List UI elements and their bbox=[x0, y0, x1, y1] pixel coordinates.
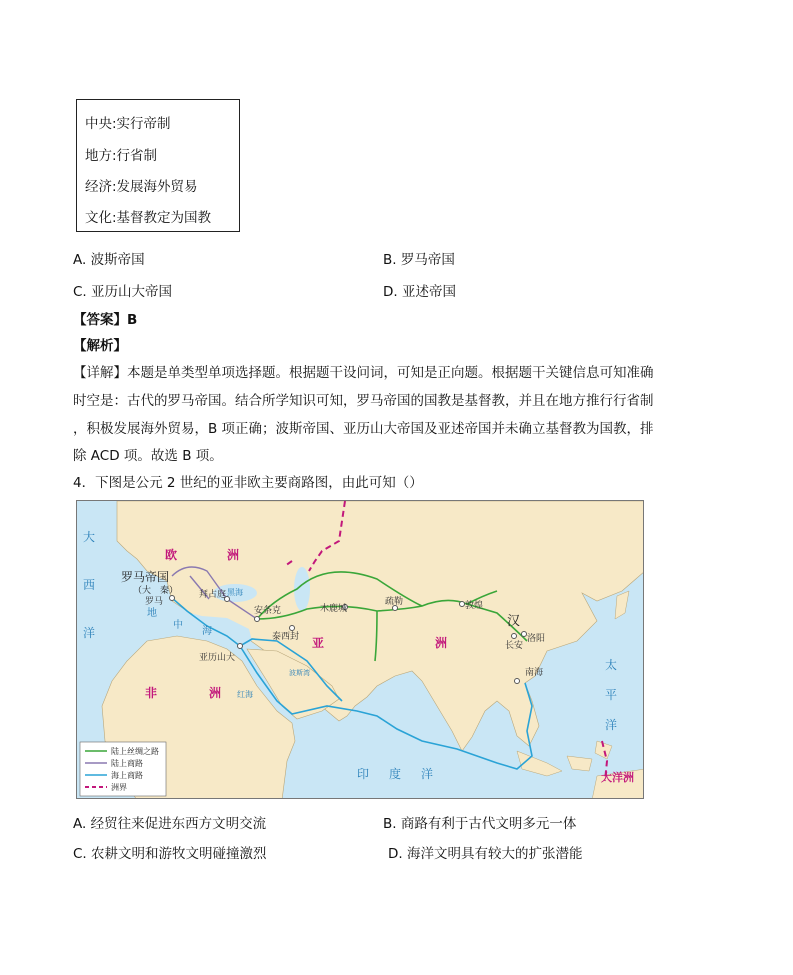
label-daqin: （大 秦） bbox=[133, 586, 179, 596]
label-yang-p: 洋 bbox=[605, 718, 618, 732]
detail-line-3: ，积极发展海外贸易，B 项正确；波斯帝国、亚历山大帝国及亚述帝国并未确立基督教为国教，排 bbox=[73, 421, 654, 437]
label-zhou-af: 洲 bbox=[209, 686, 222, 700]
q4-option-b[interactable]: B. 商路有利于古代文明多元一体 bbox=[383, 816, 577, 832]
city-dot-dunhuang bbox=[460, 602, 465, 607]
city-dot-rome bbox=[170, 596, 175, 601]
legend-land: 陆上商路 bbox=[111, 759, 143, 768]
label-alexandria: 亚历山大 bbox=[199, 653, 236, 663]
q4-stem: 4．下图是公元 2 世纪的亚非欧主要商路图，由此可知（） bbox=[73, 475, 423, 491]
label-muluo: 木鹿城 bbox=[320, 604, 348, 614]
q3-option-b[interactable]: B. 罗马帝国 bbox=[383, 252, 455, 268]
label-ou: 欧 bbox=[165, 548, 178, 562]
label-yin: 印 bbox=[357, 767, 370, 781]
legend-sea: 海上商路 bbox=[111, 771, 143, 780]
analysis-label: 【解析】 bbox=[73, 338, 127, 354]
label-du: 度 bbox=[389, 767, 402, 781]
box-line-economy: 经济:发展海外贸易 bbox=[85, 179, 198, 195]
q3-option-d[interactable]: D. 亚述帝国 bbox=[383, 284, 456, 300]
q3-option-a[interactable]: A. 波斯帝国 bbox=[73, 252, 145, 268]
label-baizhanting: 拜占庭 bbox=[199, 590, 227, 600]
q3-option-c[interactable]: C. 亚历山大帝国 bbox=[73, 284, 173, 300]
label-xi: 西 bbox=[83, 578, 96, 592]
label-diz: 地 bbox=[147, 608, 157, 619]
box-line-culture: 文化:基督教定为国教 bbox=[85, 210, 212, 226]
label-zhong: 中 bbox=[173, 620, 183, 631]
label-yang-w: 洋 bbox=[83, 626, 96, 640]
label-luoyang: 洛阳 bbox=[527, 634, 546, 644]
label-yang-i: 洋 bbox=[421, 767, 434, 781]
label-ankeke: 安条克 bbox=[254, 606, 282, 616]
label-oceania: 大洋洲 bbox=[601, 771, 634, 784]
label-da: 大 bbox=[83, 530, 96, 544]
label-zhou-as: 洲 bbox=[435, 636, 448, 650]
label-dunhuang: 敦煌 bbox=[465, 601, 484, 611]
label-changan: 长安 bbox=[505, 641, 524, 651]
city-dot-luoyang bbox=[522, 632, 527, 637]
detail-line-4: 除 ACD 项。故选 B 项。 bbox=[73, 448, 223, 464]
answer-value: B bbox=[127, 312, 138, 328]
label-taixifeng: 泰西封 bbox=[272, 632, 300, 642]
legend-silk: 陆上丝绸之路 bbox=[111, 747, 159, 756]
q4-option-d[interactable]: D. 海洋文明具有较大的扩张潜能 bbox=[388, 846, 583, 862]
detail-line-1: 【详解】本题是单类型单项选择题。根据题干设问词，可知是正向题。根据题干关键信息可知准确 bbox=[73, 365, 654, 381]
label-rome-empire: 罗马帝国 bbox=[121, 570, 170, 584]
q4-option-c[interactable]: C. 农耕文明和游牧文明碰撞激烈 bbox=[73, 846, 267, 862]
city-dot-changan bbox=[512, 634, 517, 639]
box-line-central: 中央:实行帝制 bbox=[85, 116, 171, 132]
label-han: 汉 bbox=[507, 614, 521, 629]
box-line-local: 地方:行省制 bbox=[85, 148, 158, 164]
info-box bbox=[76, 99, 240, 232]
label-hongh: 红海 bbox=[237, 690, 253, 699]
label-heihai: 黑海 bbox=[227, 588, 243, 597]
q4-option-a[interactable]: A. 经贸往来促进东西方文明交流 bbox=[73, 816, 267, 832]
legend-boundary: 洲界 bbox=[111, 783, 127, 792]
label-ya: 亚 bbox=[312, 636, 325, 650]
label-nanhai: 南海 bbox=[525, 668, 544, 678]
label-shule: 疏勒 bbox=[385, 597, 404, 607]
answer-line bbox=[73, 308, 137, 328]
label-fei: 非 bbox=[145, 686, 158, 700]
label-ping: 平 bbox=[605, 688, 618, 702]
trade-route-map bbox=[76, 500, 644, 799]
city-dot-nanhai bbox=[515, 679, 520, 684]
label-rome: 罗马 bbox=[145, 597, 164, 607]
city-dot-alexandria bbox=[238, 644, 243, 649]
map-legend bbox=[80, 742, 166, 796]
label-zhou-eu: 洲 bbox=[227, 548, 240, 562]
label-tai: 太 bbox=[605, 658, 618, 672]
answer-label: 【答案】 bbox=[73, 312, 127, 328]
city-dot-ctesiphon bbox=[290, 626, 295, 631]
label-hai: 海 bbox=[202, 626, 212, 637]
label-bosiwan: 波斯湾 bbox=[289, 669, 310, 677]
city-dot-antioch bbox=[255, 617, 260, 622]
detail-line-2: 时空是：古代的罗马帝国。结合所学知识可知，罗马帝国的国教是基督教，并且在地方推行行省制 bbox=[73, 393, 654, 409]
